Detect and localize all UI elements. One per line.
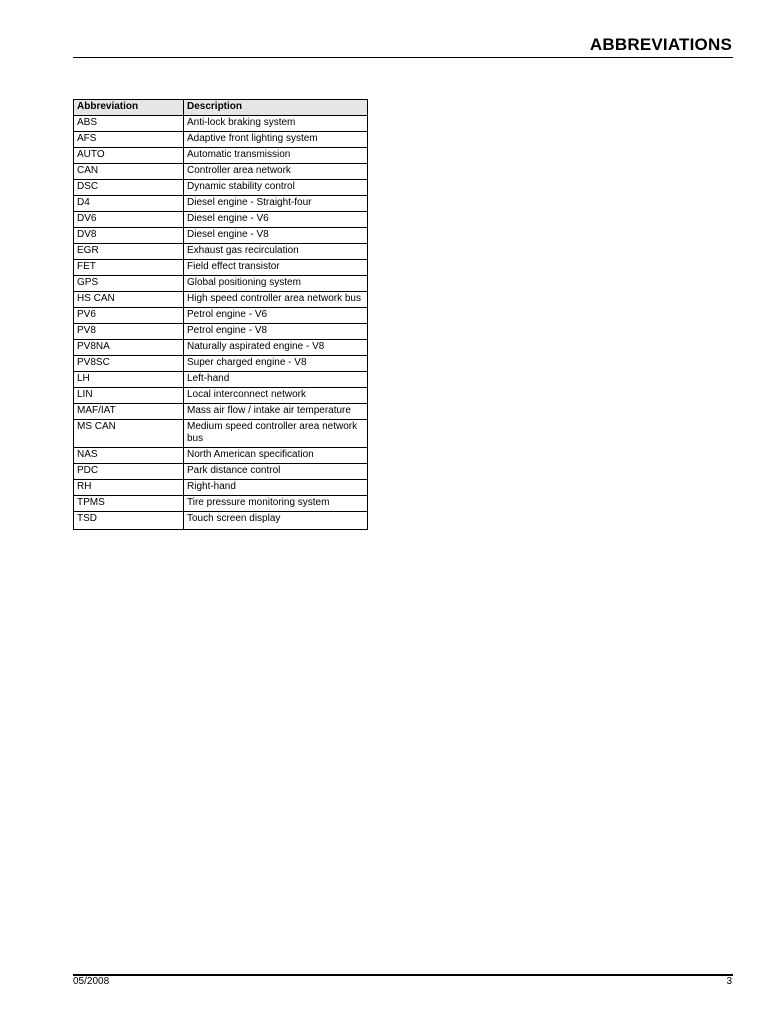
abbreviation-cell: D4 [74, 196, 184, 212]
abbreviation-cell: LIN [74, 388, 184, 404]
abbreviation-cell: CAN [74, 164, 184, 180]
header-rule [73, 57, 733, 58]
table-row [74, 308, 368, 324]
description-cell: High speed controller area network bus [184, 292, 368, 308]
abbreviation-cell: AUTO [74, 148, 184, 164]
table-row [74, 292, 368, 308]
abbreviations-table [73, 99, 368, 530]
abbreviation-cell: DV8 [74, 228, 184, 244]
description-cell: Left-hand [184, 372, 368, 388]
table-row [74, 276, 368, 292]
abbreviation-cell: NAS [74, 448, 184, 464]
table-row [74, 116, 368, 132]
table-row [74, 372, 368, 388]
description-cell: Naturally aspirated engine - V8 [184, 340, 368, 356]
table-row [74, 388, 368, 404]
table-row [74, 404, 368, 420]
description-cell: Global positioning system [184, 276, 368, 292]
description-cell: Exhaust gas recirculation [184, 244, 368, 260]
description-cell: Diesel engine - Straight-four [184, 196, 368, 212]
description-cell: Diesel engine - V6 [184, 212, 368, 228]
description-cell: Dynamic stability control [184, 180, 368, 196]
description-cell: Right-hand [184, 480, 368, 496]
description-cell: Field effect transistor [184, 260, 368, 276]
description-cell: Medium speed controller area network bus [184, 420, 368, 448]
abbreviation-cell: MAF/IAT [74, 404, 184, 420]
abbreviation-cell: PV6 [74, 308, 184, 324]
description-cell: Diesel engine - V8 [184, 228, 368, 244]
description-cell: Tire pressure monitoring system [184, 496, 368, 512]
description-cell: Park distance control [184, 464, 368, 480]
table-body [74, 116, 368, 530]
abbreviation-cell: DV6 [74, 212, 184, 228]
description-cell: Adaptive front lighting system [184, 132, 368, 148]
description-cell: Automatic transmission [184, 148, 368, 164]
abbreviation-cell: PV8NA [74, 340, 184, 356]
description-cell: Super charged engine - V8 [184, 356, 368, 372]
footer-date: 05/2008 [73, 976, 110, 987]
table-row [74, 512, 368, 530]
column-header-abbreviation: Abbreviation [74, 100, 184, 116]
table-row [74, 340, 368, 356]
column-header-description: Description [184, 100, 368, 116]
abbreviation-cell: ABS [74, 116, 184, 132]
abbreviation-cell: FET [74, 260, 184, 276]
table-row [74, 420, 368, 448]
table-row [74, 148, 368, 164]
table-row [74, 464, 368, 480]
table-row [74, 164, 368, 180]
description-cell: Touch screen display [184, 512, 368, 530]
abbreviation-cell: TPMS [74, 496, 184, 512]
table-row [74, 244, 368, 260]
abbreviation-cell: AFS [74, 132, 184, 148]
description-cell: Local interconnect network [184, 388, 368, 404]
table-row [74, 480, 368, 496]
description-cell: Petrol engine - V8 [184, 324, 368, 340]
table-row [74, 496, 368, 512]
abbreviation-cell: TSD [74, 512, 184, 530]
table-header-row [74, 100, 368, 116]
abbreviation-cell: DSC [74, 180, 184, 196]
table-row [74, 196, 368, 212]
description-cell: Controller area network [184, 164, 368, 180]
abbreviation-cell: PV8 [74, 324, 184, 340]
abbreviation-cell: PV8SC [74, 356, 184, 372]
abbreviation-cell: GPS [74, 276, 184, 292]
abbreviation-cell: RH [74, 480, 184, 496]
abbreviation-cell: HS CAN [74, 292, 184, 308]
description-cell: Mass air flow / intake air temperature [184, 404, 368, 420]
abbreviation-cell: LH [74, 372, 184, 388]
footer-rule [73, 974, 733, 976]
table-row [74, 356, 368, 372]
table-row [74, 228, 368, 244]
table-row [74, 260, 368, 276]
description-cell: North American specification [184, 448, 368, 464]
table-row [74, 448, 368, 464]
abbreviation-cell: PDC [74, 464, 184, 480]
page-title: ABBREVIATIONS [589, 35, 732, 54]
table-row [74, 132, 368, 148]
table-row [74, 180, 368, 196]
description-cell: Petrol engine - V6 [184, 308, 368, 324]
abbreviation-cell: EGR [74, 244, 184, 260]
table-row [74, 212, 368, 228]
table-row [74, 324, 368, 340]
description-cell: Anti-lock braking system [184, 116, 368, 132]
page-number: 3 [726, 976, 732, 987]
abbreviation-cell: MS CAN [74, 420, 184, 448]
